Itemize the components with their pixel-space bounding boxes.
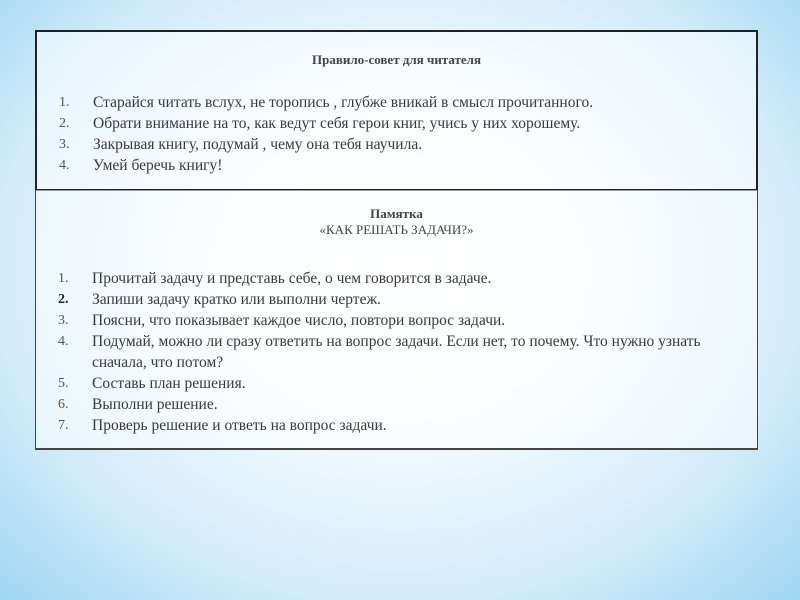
task-memo-list <box>58 268 753 436</box>
list-text: Прочитай задачу и представь себе, о чем говорится в задаче. <box>92 270 492 287</box>
list-number: 2. <box>59 116 70 131</box>
list-number: 4. <box>58 334 69 349</box>
list-item <box>59 92 752 113</box>
task-memo-title <box>36 206 757 238</box>
list-item <box>58 268 753 289</box>
task-memo-title-line2: «КАК РЕШАТЬ ЗАДАЧИ?» <box>319 222 474 237</box>
list-text: Проверь решение и ответь на вопрос задачи. <box>92 417 387 434</box>
task-memo-box <box>35 190 758 450</box>
list-text: Подумай, можно ли сразу ответить на вопрос задачи. Если нет, то почему. Что нужно узнать сначала, что потом? <box>92 333 701 371</box>
task-memo-title-line1: Памятка <box>370 206 423 221</box>
list-number: 5. <box>58 376 69 391</box>
list-text: Закрывая книгу, подумай , чему она тебя научила. <box>93 136 423 153</box>
list-number: 6. <box>58 397 69 412</box>
reader-rules-title: Правило-совет для читателя <box>311 52 481 67</box>
list-text: Поясни, что показывает каждое число, повтори вопрос задачи. <box>92 312 506 329</box>
list-number: 4. <box>59 158 70 173</box>
list-item <box>59 113 752 134</box>
reader-rules-list <box>59 92 752 176</box>
list-item <box>58 289 753 310</box>
list-text: Обрати внимание на то, как ведут себя герои книг, учись у них хорошему. <box>93 115 581 132</box>
list-text: Выполни решение. <box>92 396 218 413</box>
list-item <box>58 373 753 394</box>
list-item <box>58 415 753 436</box>
list-number: 3. <box>59 137 70 152</box>
list-item <box>58 331 753 373</box>
list-text: Составь план решения. <box>92 375 246 392</box>
list-number: 7. <box>58 418 69 433</box>
list-number: 2. <box>58 292 69 307</box>
list-item <box>58 310 753 331</box>
list-item <box>59 134 752 155</box>
slide <box>35 30 758 450</box>
list-item <box>58 394 753 415</box>
list-item <box>59 155 752 176</box>
list-number: 1. <box>59 95 70 110</box>
list-text: Умей беречь книгу! <box>93 157 223 174</box>
reader-rules-box <box>35 30 758 191</box>
list-number: 1. <box>58 271 69 286</box>
list-text: Старайся читать вслух, не торопись , глубже вникай в смысл прочитанного. <box>93 94 594 111</box>
list-text: Запиши задачу кратко или выполни чертеж. <box>92 291 382 308</box>
list-number: 3. <box>58 313 69 328</box>
